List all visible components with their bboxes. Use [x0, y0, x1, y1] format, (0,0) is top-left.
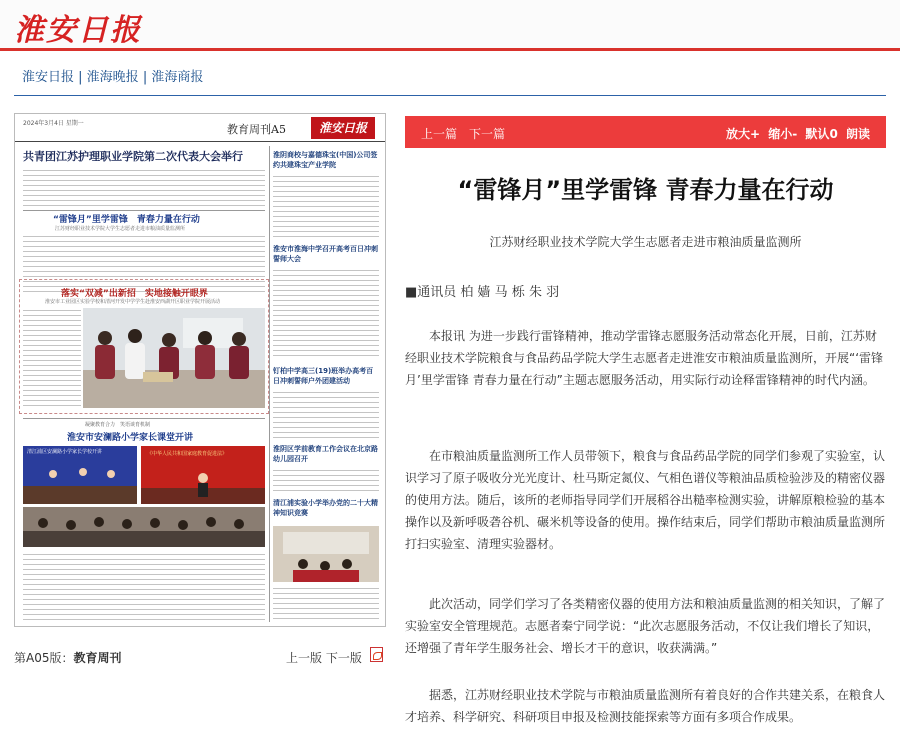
reading-controls [722, 125, 870, 142]
paper-logo: 淮安日报 [311, 117, 375, 139]
page-name-value: 教育周刊 [73, 651, 122, 665]
paper-column-rule [269, 146, 270, 622]
next-article-link[interactable]: 下一篇 [469, 127, 506, 141]
paper-column-headline[interactable]: 淮阴商校与嘉德珠宝(中国)公司签约共建珠宝产业学院 [273, 151, 378, 169]
paper-text-block [23, 552, 265, 622]
nav-link-huaihai-evening[interactable]: 淮海晚报 [86, 70, 139, 85]
article-subtitle: 江苏财经职业技术学院大学生志愿者走进市粮油质量监测所 [489, 235, 802, 249]
paper-text-block [23, 168, 265, 208]
audience-photo-illustration [23, 507, 265, 547]
paper-text-block [273, 268, 379, 360]
nav-divider [14, 95, 886, 96]
zoom-in-button[interactable]: 放大+ [726, 127, 761, 141]
paper-column-headline[interactable]: 淮阴区学前教育工作会议在北京路幼儿园召开 [273, 445, 378, 463]
page-name-label: 第A05版： [14, 651, 74, 665]
paper-column-headline[interactable]: 清江浦实验小学举办党的二十大精神知识竞赛 [273, 499, 378, 517]
default-size-label: 默认 [805, 127, 830, 141]
nav-separator: | [138, 70, 152, 85]
paper-photo-lab[interactable] [83, 308, 265, 408]
paper-text-block [273, 174, 379, 240]
paper-column-headline[interactable]: 钉柏中学高三(19)班举办高考百日冲刺誓师户外团建活动 [273, 367, 374, 385]
prev-article-link[interactable]: 上一篇 [421, 127, 458, 141]
article-title: “雷锋月”里学雷锋 青春力量在行动 [457, 176, 834, 204]
default-size-button[interactable] [805, 127, 837, 141]
nav-separator: | [74, 70, 87, 85]
article-paragraph: 此次活动，同学们学习了各类精密仪器的使用方法和粮油质量监测的相关知识，了解了实验室安全管理规范。志愿者秦宁同学说：“此次志愿服务活动，不仅让我们增长了知识，还增强了青年学生服务社会、增长才干的意识，收获满满。” [405, 597, 886, 655]
paper-story-title[interactable]: 落实“双减”出新招 实地接触开眼界 [61, 289, 208, 299]
paper-date: 2024年3月4日 星期一 [23, 120, 84, 127]
site-header [0, 0, 900, 48]
paper-photo-audience[interactable] [23, 507, 265, 547]
nav-link-huaian-daily[interactable]: 淮安日报 [22, 70, 75, 85]
pdf-download-icon[interactable] [370, 647, 383, 662]
article-toolbar [405, 116, 886, 148]
article-paragraph: 本报讯 为进一步践行雷锋精神，推动学雷锋志愿服务活动常态化开展，日前，江苏财经职业技术学院粮食与食品药品学院大学生志愿者走进淮安市粮油质量监测所，开展“‘雷锋月’里学雷锋 青春力量在行动”主题志愿服务活动，用实际行动诠释雷锋精神的时代内涵。 [405, 329, 884, 387]
lab-photo-illustration [83, 308, 265, 408]
paper-story-title[interactable]: 淮安市安澜路小学家长课堂开讲 [67, 433, 194, 443]
article-paragraph: 在市粮油质量监测所工作人员带领下，粮食与食品药品学院的同学们参观了实验室，认识学习了原子吸收分光光度计、杜马斯定氮仪、气相色谱仪等粮油品质检验涉及的精密仪器的使用方法。随后，该所的老师指导同学们开展稻谷出糙率检测实验，讲解原粮检验的基本操作以及新呼吸砻谷机、碾米机等设备的使用。操作结束后，同学们帮助市粮油质量监测所打扫实验室、清理实验器材。 [405, 449, 886, 551]
prev-page-link[interactable]: 上一版 [286, 651, 323, 665]
paper-story-title[interactable]: “雷锋月”里学雷锋 青春力量在行动 [53, 215, 200, 225]
banner-text: 清江浦区安澜路小学家长学校开讲 [27, 449, 103, 455]
paper-text-block [23, 308, 81, 408]
page-pager [286, 649, 362, 666]
next-page-link[interactable]: 下一版 [325, 651, 362, 665]
newspaper-page-image[interactable] [14, 113, 386, 627]
page-name [14, 649, 122, 666]
paper-rule [23, 210, 265, 211]
read-aloud-button[interactable]: 朗读 [845, 127, 870, 141]
banner-text: 《中华人民共和国家庭教育促进法》 [147, 451, 228, 457]
site-logo[interactable]: 淮安日报 [14, 13, 142, 48]
paper-section-label: 教育周刊A5 [227, 123, 286, 136]
paper-kicker: 凝聚教育合力 笑语谈育机制 [85, 422, 151, 428]
article-paragraph: 据悉，江苏财经职业技术学院与市粮油质量监测所有着良好的合作共建关系，在粮食人才培养、科学研究、科研项目申报及检测技能探索等方面有多项合作成果。 [405, 688, 886, 724]
zoom-out-button[interactable]: 缩小- [768, 127, 798, 141]
classroom-photo-illustration [273, 526, 379, 582]
default-size-mark: 0 [829, 127, 838, 141]
newspaper-nav [22, 66, 203, 85]
nav-link-huaihai-business[interactable]: 淮海商报 [151, 70, 204, 85]
article-author: ■通讯员 柏 嫱 马 栎 朱 羽 [405, 285, 560, 300]
paper-column-headline[interactable]: 淮安市淮海中学召开高考百日冲刺誓师大会 [273, 245, 378, 263]
paper-masthead [15, 114, 385, 142]
paper-story-subtitle: 江苏财经职业技术学院大学生志愿者走进市粮油质量监测所 [55, 226, 186, 232]
paper-rule [23, 418, 265, 419]
paper-text-block [273, 468, 379, 494]
paper-photo-classroom[interactable] [273, 526, 379, 582]
paper-text-block [273, 586, 379, 622]
paper-headline[interactable]: 共青团江苏护理职业学院第二次代表大会举行 [23, 150, 243, 163]
paper-text-block [273, 390, 379, 440]
paper-story-subtitle: 淮安市工业园区实验学校和清河开发中学学生赴淮安西湖开区职业学院开展活动 [45, 299, 221, 305]
header-divider [0, 48, 900, 51]
